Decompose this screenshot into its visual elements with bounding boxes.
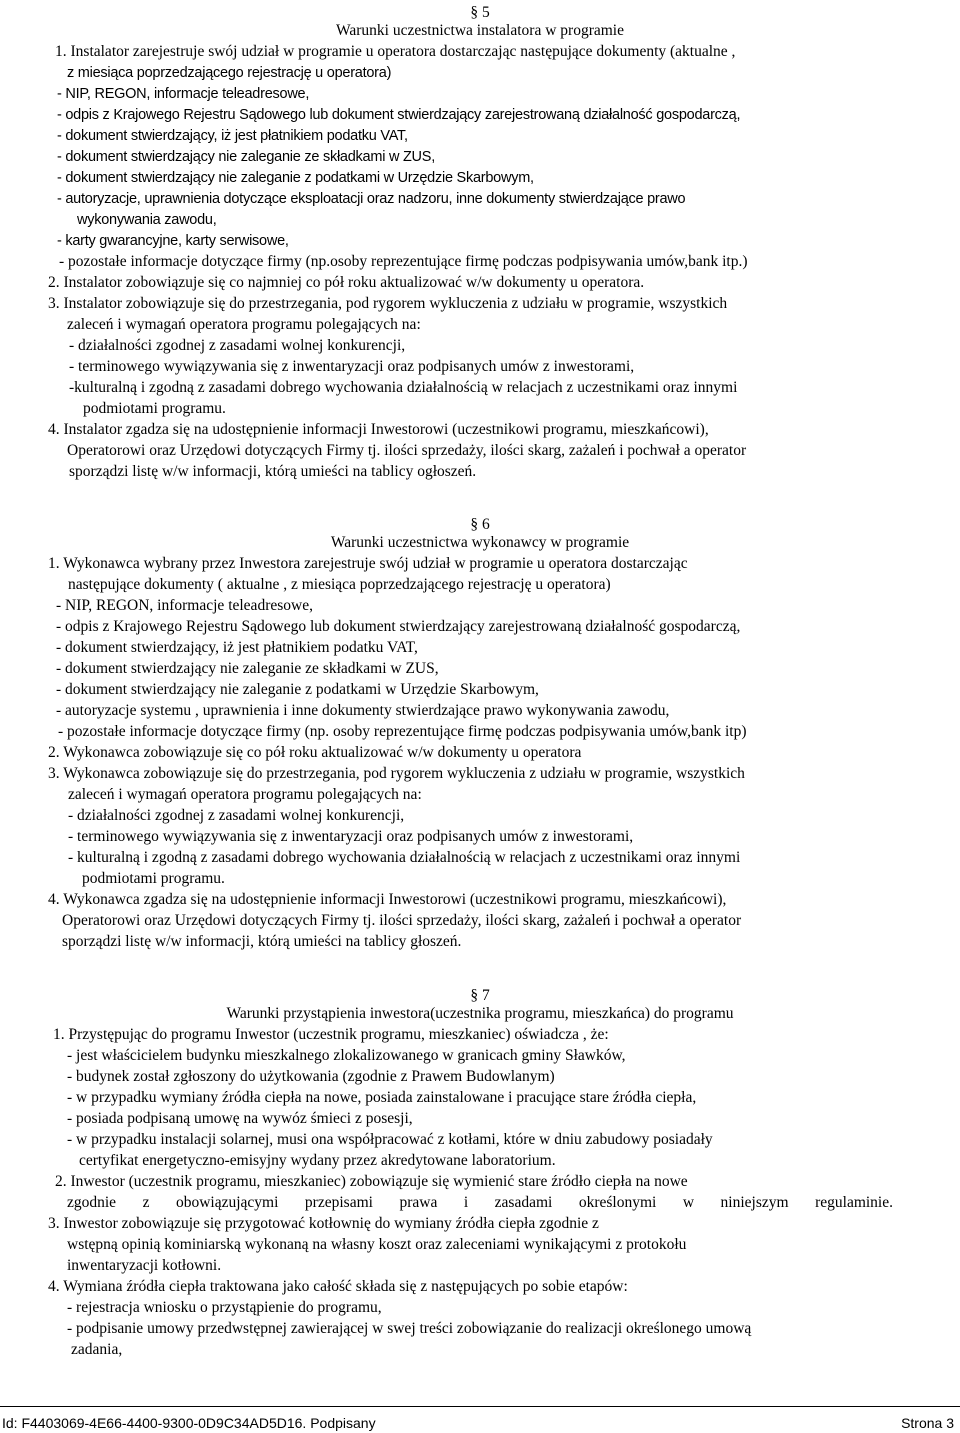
text-line: 4. Wymiana źródła ciepła traktowana jako całość składa się z następujących po sobie etapów: [48, 1278, 628, 1295]
section-6-body [48, 554, 948, 953]
text-line: 4. Wykonawca zgadza się na udostępnienie informacji Inwestorowi (uczestnikowi programu, mieszkańcowi), [48, 891, 727, 908]
section-number: § 5 [470, 4, 490, 21]
section-title: Warunki uczestnictwa instalatora w programie [336, 22, 624, 39]
text-line: - dokument stwierdzający nie zaleganie ze składkami w ZUS, [56, 660, 439, 677]
text-line: - działalności zgodnej z zasadami wolnej konkurencji, [69, 337, 406, 354]
text-line: - dokument stwierdzający, iż jest płatnikiem podatku VAT, [57, 128, 408, 144]
section-5 [0, 0, 960, 483]
text-line: 1. Wykonawca wybrany przez Inwestora zarejestruje swój udział w programie u operatora dostarczając [48, 555, 688, 572]
text-line: wykonywania zawodu, [77, 212, 217, 228]
text-line: - NIP, REGON, informacje teleadresowe, [56, 597, 313, 614]
text-line: sporządzi listę w/w informacji, którą umieści na tablicy ogłoszeń. [69, 463, 477, 480]
text-line: - dokument stwierdzający nie zaleganie z podatkami w Urzędzie Skarbowym, [57, 170, 534, 186]
section-7-body [48, 1025, 943, 1361]
document-id: Id: F4403069-4E66-4400-9300-0D9C34AD5D16. Podpisany [2, 1415, 376, 1431]
text-line: - podpisanie umowy przedwstępnej zawierającej w swej treści zobowiązanie do realizacji określonego umową [67, 1320, 752, 1337]
section-5-body [48, 42, 955, 483]
text-line: 2. Instalator zobowiązuje się co najmniej co pół roku aktualizować w/w dokumenty u operatora. [48, 274, 645, 291]
text-line: podmiotami programu. [83, 400, 226, 417]
text-line: zaleceń i wymagań operatora programu polegających na: [67, 316, 421, 333]
section-6 [0, 512, 960, 953]
text-line: - karty gwarancyjne, karty serwisowe, [57, 233, 289, 249]
text-line: - odpis z Krajowego Rejestru Sądowego lub dokument stwierdzający zarejestrowaną działalność gospodarczą, [57, 107, 741, 123]
section-title: Warunki uczestnictwa wykonawcy w programie [330, 534, 630, 551]
text-line: - budynek został zgłoszony do użytkowania (zgodnie z Prawem Budowlanym) [67, 1068, 555, 1085]
text-line: - w przypadku instalacji solarnej, musi ona współpracować z kotłami, które w dniu zabudowy posiadały [67, 1131, 713, 1148]
text-line: 1. Przystępując do programu Inwestor (uczestnik programu, mieszkaniec) oświadcza , że: [53, 1026, 609, 1043]
text-line: - dokument stwierdzający nie zaleganie z podatkami w Urzędzie Skarbowym, [56, 681, 539, 698]
text-line: zaleceń i wymagań operatora programu polegających na: [68, 786, 422, 803]
text-line: 3. Inwestor zobowiązuje się przygotować kotłownię do wymiany źródła ciepła zgodnie z [48, 1215, 599, 1232]
section-7 [0, 983, 960, 1361]
text-line: wstępną opinią kominiarską wykonaną na własny koszt oraz zaleceniami wynikającymi z protokołu [67, 1236, 687, 1253]
text-line: zadania, [71, 1341, 123, 1358]
text-line: - posiada podpisaną umowę na wywóz śmieci z posesji, [67, 1110, 413, 1127]
text-line: 1. Instalator zarejestruje swój udział w programie u operatora dostarczając następujące dokumenty (aktualne , [55, 43, 736, 60]
text-line: 2. Inwestor (uczestnik programu, mieszkaniec) zobowiązuje się wymienić stare źródło ciepła na nowe [55, 1173, 688, 1190]
section-5-heading [0, 0, 960, 42]
text-line: Operatorowi oraz Urzędowi dotyczących Firmy tj. ilości sprzedaży, ilości skarg, zażaleń i pochwał a operator [67, 442, 747, 459]
text-line: - dokument stwierdzający, iż jest płatnikiem podatku VAT, [56, 639, 418, 656]
text-line: - odpis z Krajowego Rejestru Sądowego lub dokument stwierdzający zarejestrowaną działalność gospodarczą, [56, 618, 741, 635]
text-line: - jest właścicielem budynku mieszkalnego zlokalizowanego w granicach gminy Sławków, [67, 1047, 626, 1064]
text-line: 3. Wykonawca zobowiązuje się do przestrzegania, pod rygorem wykluczenia z udziału w programie, wszystkich [48, 765, 745, 782]
text-line: - kulturalną i zgodną z zasadami dobrego wychowania działalnością w relacjach z uczestnikami oraz innymi [68, 849, 741, 866]
text-line: następujące dokumenty ( aktualne , z miesiąca poprzedzającego rejestrację u operatora) [68, 576, 611, 593]
text-line: -kulturalną i zgodną z zasadami dobrego wychowania działalnością w relacjach z uczestnikami oraz innymi [69, 379, 738, 396]
text-line: - rejestracja wniosku o przystąpienie do programu, [67, 1299, 382, 1316]
section-title: Warunki przystąpienia inwestora(uczestnika programu, mieszkańca) do programu [226, 1005, 734, 1022]
text-line: sporządzi listę w/w informacji, którą umieści na tablicy głoszeń. [62, 933, 462, 950]
section-number: § 7 [470, 987, 490, 1004]
text-line: - autoryzacje systemu , uprawnienia i inne dokumenty stwierdzające prawo wykonywania zawodu, [56, 702, 670, 719]
text-line: certyfikat energetyczno-emisyjny wydany przez akredytowane laboratorium. [79, 1152, 556, 1169]
section-6-heading [0, 512, 960, 554]
text-line: - autoryzacje, uprawnienia dotyczące eksploatacji oraz nadzoru, inne dokumenty stwierdzające prawo [57, 191, 686, 207]
text-line: Operatorowi oraz Urzędowi dotyczących Firmy tj. ilości sprzedaży, ilości skarg, zażaleń i pochwał a operator [62, 912, 742, 929]
text-line: inwentaryzacji kotłowni. [67, 1257, 222, 1274]
text-line: - pozostałe informacje dotyczące firmy (np.osoby reprezentujące firmę podczas podpisywania umów,bank itp.) [59, 253, 748, 270]
text-line: - w przypadku wymiany źródła ciepła na nowe, posiada zainstalowane i pracujące stare źródła ciepła, [67, 1089, 697, 1106]
text-line: zgodnie z obowiązującymi przepisami prawa i zasadami określonymi w niniejszym regulaminie. [67, 1194, 893, 1211]
text-line: - dokument stwierdzający nie zaleganie ze składkami w ZUS, [57, 149, 435, 165]
text-line: 3. Instalator zobowiązuje się do przestrzegania, pod rygorem wykluczenia z udziału w programie, wszystkich [48, 295, 728, 312]
section-7-heading [0, 983, 960, 1025]
section-number: § 6 [470, 516, 490, 533]
text-line: 4. Instalator zgadza się na udostępnienie informacji Inwestorowi (uczestnikowi programu, mieszkańcowi), [48, 421, 709, 438]
text-line: 2. Wykonawca zobowiązuje się co pół roku aktualizować w/w dokumenty u operatora [48, 744, 582, 761]
text-line: - działalności zgodnej z zasadami wolnej konkurencji, [68, 807, 405, 824]
text-line: - terminowego wywiązywania się z inwentaryzacji oraz podpisanych umów z inwestorami, [69, 358, 635, 375]
text-line: podmiotami programu. [82, 870, 225, 887]
text-line: z miesiąca poprzedzającego rejestrację u operatora) [67, 65, 392, 81]
page-number: Strona 3 [901, 1415, 954, 1431]
text-line: - terminowego wywiązywania się z inwentaryzacji oraz podpisanych umów z inwestorami, [68, 828, 634, 845]
text-line: - NIP, REGON, informacje teleadresowe, [57, 86, 310, 102]
page-footer [0, 1406, 960, 1433]
text-line: - pozostałe informacje dotyczące firmy (np. osoby reprezentujące firmę podczas podpisywania umów,bank itp) [58, 723, 747, 740]
